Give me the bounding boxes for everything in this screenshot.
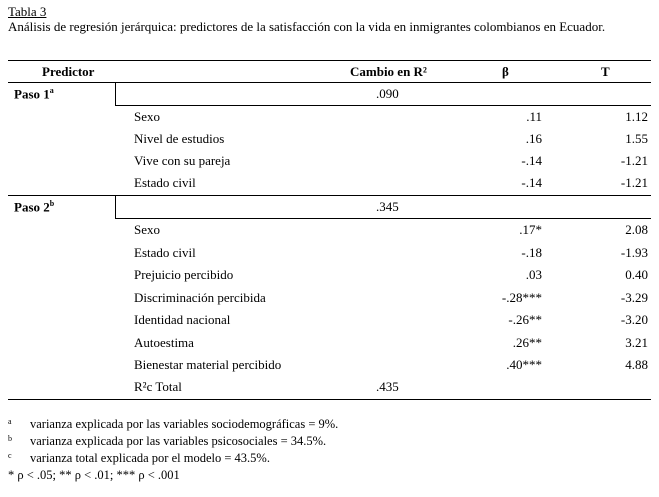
- table-row: [8, 150, 651, 172]
- beta-value: -.28***: [501, 289, 542, 305]
- beta-value: .03: [525, 267, 542, 282]
- step2-divider: [115, 196, 116, 218]
- table-row: [8, 264, 651, 286]
- step1-label: Paso 1$^a$: [14, 86, 54, 102]
- t-value: 1.12: [625, 109, 648, 124]
- beta-value: -.14: [521, 153, 542, 168]
- predictor-name: Bienestar material percibido: [134, 357, 282, 372]
- t-value: -1.21: [620, 175, 648, 190]
- table-row: [8, 128, 651, 150]
- t-value: 1.55: [625, 131, 648, 146]
- table-row: [8, 309, 651, 331]
- step1-divider: [115, 83, 116, 105]
- predictor-name: Vive con su pareja: [134, 153, 231, 168]
- total-row: [8, 376, 651, 398]
- t-value: -3.29: [620, 289, 648, 305]
- predictor-name: Identidad nacional: [134, 312, 231, 327]
- table-title: Análisis de regresión jerárquica: predictores de la satisfacción con la vida en inmigrantes colombianos en Ecuador.: [8, 19, 606, 34]
- header-t: T: [601, 64, 610, 79]
- predictor-name: Nivel de estudios: [134, 131, 225, 146]
- table-notes: [8, 416, 338, 484]
- predictor-name: Prejuicio percibido: [134, 267, 234, 282]
- step2-label: Paso 2$^b$: [14, 199, 55, 215]
- step1-change: .090: [376, 86, 399, 101]
- beta-value: .17*: [519, 222, 542, 237]
- table-number: Tabla 3: [8, 4, 47, 19]
- bottom-rule: [8, 399, 651, 400]
- significance-note: * ρ < .05; ** ρ < .01; *** ρ < .001: [8, 468, 180, 482]
- predictor-name: Estado civil: [134, 175, 196, 190]
- beta-value: -.18: [521, 244, 542, 260]
- t-value: -1.93: [620, 244, 648, 260]
- beta-value: -.14: [521, 175, 542, 190]
- t-value: 4.88: [625, 357, 648, 372]
- note-c: c varianza total explicada por el modelo = 43.5%.: [8, 451, 270, 465]
- predictor-name: Discriminación percibida: [134, 289, 266, 305]
- note-a: a varianza explicada por las variables sociodemográficas = 9%.: [8, 417, 339, 431]
- beta-value: -.26**: [508, 312, 542, 327]
- predictor-name: Sexo: [134, 222, 160, 237]
- predictor-name: Autoestima: [134, 334, 194, 350]
- table-row: [8, 172, 651, 194]
- table-row: [8, 287, 651, 309]
- table-row: [8, 354, 651, 376]
- t-value: 0.40: [625, 267, 648, 282]
- t-value: -1.21: [620, 153, 648, 168]
- step2-row: [8, 196, 651, 218]
- step2-change: .345: [376, 199, 399, 214]
- table-row: [8, 219, 651, 241]
- predictor-name: Sexo: [134, 109, 160, 124]
- step1-row: [8, 83, 651, 105]
- table-row: [8, 332, 651, 354]
- beta-value: .40***: [506, 357, 542, 372]
- predictor-name: Estado civil: [134, 244, 196, 260]
- header-predictor: Predictor: [42, 64, 95, 79]
- table-row: [8, 242, 651, 264]
- table-caption: [8, 4, 605, 34]
- total-label: R²c Total: [134, 379, 182, 394]
- t-value: -3.20: [620, 312, 648, 327]
- table-row: [8, 106, 651, 128]
- beta-value: .16: [525, 131, 542, 146]
- beta-value: .11: [526, 109, 542, 124]
- note-b: b varianza explicada por las variables psicosociales = 34.5%.: [8, 434, 327, 448]
- total-value: .435: [376, 379, 399, 394]
- t-value: 2.08: [625, 222, 648, 237]
- header-beta: β: [502, 64, 509, 79]
- header-change: Cambio en R²: [350, 64, 427, 79]
- t-value: 3.21: [625, 334, 648, 350]
- beta-value: .26**: [512, 334, 542, 350]
- header-row: [8, 61, 651, 83]
